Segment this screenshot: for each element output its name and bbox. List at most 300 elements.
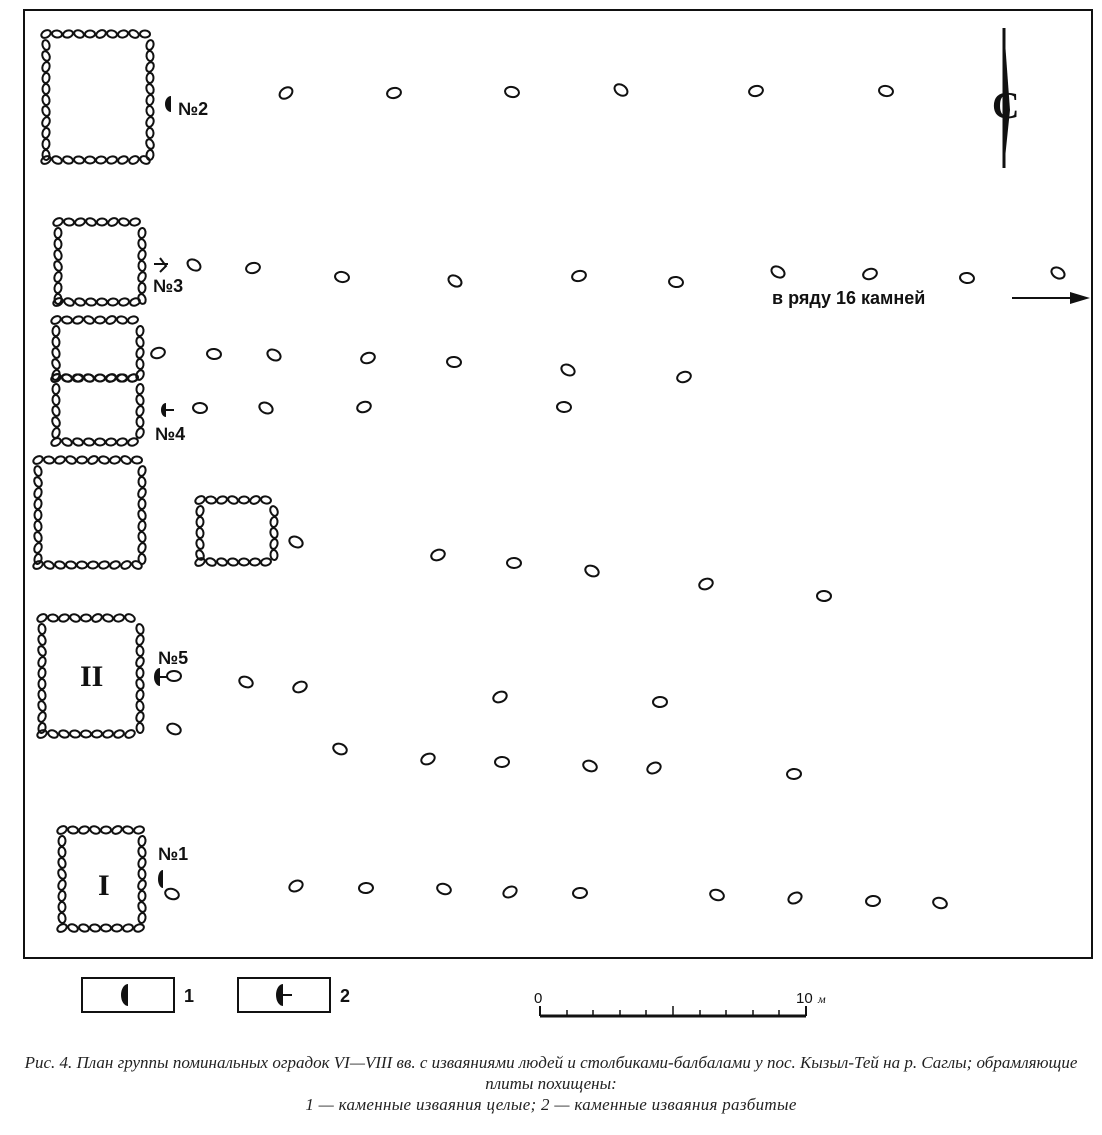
enclosure-stone	[62, 374, 73, 382]
enclosure-stone	[196, 505, 205, 516]
enclosure-stone	[137, 271, 147, 283]
balbal-stone	[287, 878, 304, 893]
enclosure-stone	[145, 83, 155, 95]
balbal-stone	[334, 271, 349, 283]
enclosure-stone	[102, 614, 113, 623]
enclosure-stone	[54, 455, 66, 464]
enclosure-stone	[145, 39, 154, 50]
enclosure-stone	[145, 138, 155, 150]
balbal-stone	[932, 896, 948, 910]
balbal-stone	[676, 370, 692, 384]
enclosure-stone	[196, 517, 204, 527]
enclosure-stone	[124, 729, 136, 740]
balbal-stone	[1049, 265, 1066, 281]
statue-4-broken	[161, 403, 166, 417]
enclosure-stone	[205, 557, 217, 567]
enclosure-stone	[97, 298, 107, 305]
enclosure-stone	[136, 668, 143, 678]
balbal-stone	[420, 752, 437, 767]
enclosure-stone	[95, 316, 105, 323]
enclosure-stone	[136, 384, 144, 395]
balbal-stone	[507, 558, 521, 568]
enclosure-stone	[127, 437, 139, 447]
enclosure-stone	[38, 689, 47, 700]
balbal-stone	[769, 264, 786, 280]
balbal-stone	[207, 348, 222, 359]
enclosure-stone	[135, 405, 144, 416]
enclosure-stone	[227, 495, 239, 505]
enclosure-stone	[112, 924, 123, 932]
balbal-stone	[646, 760, 663, 775]
enclosure-stone	[37, 700, 47, 712]
enclosure-stone	[74, 156, 85, 164]
figure-legend-text: 1 — каменные изваяния целые; 2 — каменные изваяния разбитые	[305, 1095, 797, 1114]
balbal-stone	[167, 671, 181, 681]
enclosure-stone	[42, 73, 50, 84]
enclosure-stone	[52, 395, 60, 406]
enclosure-stone	[43, 560, 55, 570]
enclosure-stone	[50, 314, 62, 325]
enclosure-stone	[138, 520, 147, 531]
enclosure-stone	[216, 495, 228, 504]
balbal-stone	[185, 257, 202, 273]
enclosure-stone	[53, 260, 63, 272]
enclosure-stone	[107, 217, 119, 228]
legend-broken-statue-icon	[276, 984, 283, 1006]
enclosure-stone	[137, 857, 146, 868]
enclosure-stone	[136, 417, 144, 428]
enclosure-stone	[137, 487, 147, 499]
balbal-stone	[787, 769, 802, 780]
enclosure-stone	[120, 560, 132, 571]
enclosure-stone	[37, 634, 46, 645]
enclosure-stone	[128, 155, 140, 166]
enclosure-stone	[249, 495, 261, 506]
enclosure-stone	[117, 155, 129, 165]
enclosure-stone	[62, 316, 73, 324]
enclosure-stone	[89, 825, 101, 835]
statue-5-broken	[154, 668, 160, 686]
enclosure-stone	[132, 456, 142, 464]
enclosure-stone	[101, 924, 111, 931]
enclosure-stone	[135, 711, 145, 723]
statue-2-whole	[165, 96, 171, 112]
enclosure-stone	[33, 542, 43, 554]
balbal-stone	[332, 742, 349, 757]
enclosure-stone	[228, 558, 239, 566]
enclosure-stone	[127, 316, 138, 325]
enclosure-stone	[65, 455, 77, 465]
enclosure-stone	[120, 455, 132, 466]
enclosure-stone	[33, 487, 43, 499]
enclosure-stone	[38, 624, 46, 635]
enclosure-stone	[64, 218, 75, 226]
balbal-stone	[584, 564, 601, 579]
enclosure-stone	[135, 623, 144, 634]
enclosure-stone	[135, 656, 145, 668]
enclosure-stone	[83, 315, 95, 325]
enclosure-stone	[118, 218, 129, 227]
north-label: С	[992, 85, 1020, 127]
enclosure-stone	[138, 836, 146, 847]
balbal-stone	[573, 887, 588, 898]
enclosure-stone	[77, 561, 87, 568]
enclosure-stone	[122, 826, 133, 835]
balbal-stone	[436, 882, 452, 896]
enclosure-stone	[54, 228, 62, 238]
enclosure-stone	[41, 105, 51, 117]
legend	[82, 978, 350, 1012]
enclosure-stone	[33, 465, 42, 476]
enclosure-stone	[42, 150, 50, 161]
enclosure-stone	[196, 528, 204, 539]
enclosure-stone	[37, 711, 47, 723]
balbal-stone	[817, 591, 831, 601]
enclosure-stone	[138, 228, 146, 239]
scale-zero: 0	[534, 990, 543, 1007]
statue-1-whole	[158, 870, 163, 888]
enclosure-stone	[38, 679, 45, 689]
enclosure-stone	[69, 613, 81, 623]
enclosure-stone	[85, 156, 95, 163]
balbal-stone	[709, 888, 725, 902]
enclosures	[32, 28, 279, 933]
enclosure-stone	[105, 315, 117, 326]
statue-3-broken	[154, 258, 168, 272]
enclosure-stone	[239, 558, 249, 565]
enclosure-stone	[62, 29, 74, 38]
enclosure-stone	[122, 924, 133, 933]
balbal-stone	[193, 403, 208, 414]
enclosure-stone	[33, 531, 43, 543]
enclosure-stone	[37, 722, 46, 733]
plan-frame	[24, 10, 1092, 958]
enclosure-stone	[42, 139, 50, 149]
enclosure-stone	[136, 700, 145, 711]
enclosure-stone	[129, 218, 140, 227]
enclosure-stone	[88, 561, 99, 569]
enclosure-stone	[53, 249, 62, 260]
balbal-stone	[356, 400, 373, 414]
enclosure-stone	[146, 51, 154, 62]
balbal-stone	[866, 895, 881, 906]
enclosure-stone	[51, 427, 61, 439]
enclosure-stone	[84, 438, 95, 446]
enclosure-stone	[81, 614, 91, 621]
enclosure-stone	[270, 550, 278, 561]
enclosure-stone	[74, 297, 86, 306]
enclosure-stone	[41, 116, 51, 128]
enclosure-stone	[135, 347, 144, 358]
balbal-stone	[386, 87, 402, 100]
legend-label-1: 1	[184, 986, 195, 1006]
enclosure-stone	[58, 902, 65, 912]
enclosure-stone	[57, 879, 67, 891]
enclosure-stone	[138, 499, 145, 509]
enclosure-stone	[137, 238, 146, 249]
enclosure-stone	[81, 730, 91, 737]
enclosure-stone	[90, 924, 101, 932]
enclosure-stone	[48, 614, 59, 622]
enclosure-stone	[70, 730, 81, 738]
enclosure-stone	[138, 531, 147, 542]
enclosure-stone	[98, 456, 109, 465]
enclosure-stone	[194, 494, 206, 505]
enclosure-stone	[131, 560, 143, 571]
enclosure-stone	[138, 477, 146, 488]
balbal-stone	[447, 356, 462, 367]
balbal-stone	[653, 697, 667, 707]
enclosure-stone	[52, 30, 63, 38]
enclosure-stone	[137, 846, 146, 857]
balbal-stone	[698, 577, 715, 592]
label-no5: №5	[158, 648, 189, 668]
enclosure-stone	[136, 646, 144, 657]
balbal-stone	[559, 362, 576, 377]
enclosure-stone	[33, 476, 43, 488]
enclosure-stone	[135, 336, 144, 347]
enclosure-stone	[98, 561, 109, 570]
enclosure-stone	[72, 315, 84, 324]
enclosure-stone	[146, 128, 154, 138]
enclosure-stone	[58, 912, 67, 923]
enclosure-stone	[41, 39, 50, 50]
enclosure-stone	[95, 29, 107, 40]
enclosure-stone	[137, 509, 147, 521]
enclosure-stone	[269, 538, 278, 549]
enclosure-stone	[42, 94, 51, 105]
enclosure-1-label: I	[98, 869, 110, 902]
enclosure-stone	[87, 455, 99, 466]
enclosure-stone	[137, 249, 146, 260]
enclosure-stone	[269, 505, 279, 517]
enclosure-stone	[216, 557, 228, 566]
enclosure-stone	[145, 116, 155, 128]
enclosure-stone	[138, 912, 147, 923]
enclosure-stone	[58, 836, 66, 846]
balbal-stone	[166, 722, 183, 737]
balbal-stone	[748, 85, 764, 98]
enclosure-stone	[54, 283, 62, 294]
enclosure-stone	[58, 847, 66, 858]
enclosure-stone	[33, 553, 42, 564]
balbal-stone	[430, 548, 447, 562]
enclosure-stone	[44, 456, 55, 464]
enclosure-stone	[206, 496, 217, 504]
figure-caption: Рис. 4. План группы поминальных оградок VI—VIII вв. с изваяниями людей и столбиками-балбалами у пос. Кызыл-Тей на р. Саглы; обрамляющие плиты похищены:	[24, 1053, 1078, 1093]
enclosure-stone	[52, 216, 64, 227]
enclosure-stone	[136, 689, 145, 700]
enclosure-stone	[57, 857, 66, 868]
label-no2: №2	[178, 99, 209, 119]
balbal-stone	[277, 85, 294, 101]
enclosure-stone	[250, 558, 261, 566]
enclosure-stone	[41, 127, 50, 138]
balbal-stone	[612, 82, 629, 98]
enclosure-stone	[113, 614, 124, 623]
north-arrow	[992, 28, 1019, 168]
enclosure-stone	[108, 298, 119, 306]
enclosure-stone	[47, 729, 59, 739]
enclosure-stone	[52, 384, 60, 394]
enclosure-stone	[136, 723, 144, 733]
enclosure-stone	[128, 29, 140, 40]
balbal-stone	[288, 534, 305, 549]
enclosure-stone	[34, 499, 42, 510]
balbal-stone	[504, 86, 520, 98]
enclosure-stone	[137, 879, 147, 891]
enclosure-stone	[86, 298, 97, 306]
enclosure-stone	[78, 923, 90, 932]
label-no4: №4	[155, 424, 186, 444]
balbal-stone	[245, 261, 261, 274]
enclosure-stone	[106, 156, 117, 165]
enclosure-stone	[34, 510, 41, 520]
enclosure-stone	[51, 155, 63, 165]
enclosure-stone	[138, 261, 146, 272]
row-note: в ряду 16 камней	[772, 288, 926, 308]
enclosure-stone	[113, 729, 125, 739]
enclosure-stone	[51, 416, 61, 428]
enclosure-stone	[58, 613, 70, 622]
balbal-stone	[150, 346, 166, 360]
balbal-stone	[257, 400, 274, 415]
enclosure-stone	[42, 84, 49, 94]
enclosure-stone	[95, 374, 105, 381]
enclosure-stone	[51, 358, 61, 370]
enclosure-stone	[118, 298, 129, 307]
balbal-stone	[164, 887, 181, 901]
enclosure-stone	[138, 891, 145, 901]
enclosure-stone	[58, 729, 70, 738]
enclosure-stone	[138, 283, 145, 293]
row-arrow	[1012, 292, 1090, 304]
balbal-stone	[557, 402, 572, 413]
enclosure-stone	[101, 826, 111, 833]
enclosure-stone	[51, 347, 60, 358]
legend-label-2: 2	[340, 986, 351, 1006]
balbal-stone	[359, 883, 374, 894]
enclosure-stone	[136, 359, 144, 370]
enclosure-stone	[124, 613, 136, 624]
enclosure-stone	[56, 922, 68, 933]
balbal-stone	[878, 85, 894, 97]
enclosure-stone	[34, 520, 43, 531]
balbal-stone	[668, 276, 683, 288]
enclosure-stone	[41, 50, 51, 62]
enclosure-stone	[138, 869, 146, 880]
enclosure-stone	[51, 405, 60, 416]
enclosure-stone	[146, 105, 155, 116]
enclosure-stone	[77, 456, 87, 463]
enclosure-stone	[78, 825, 90, 834]
enclosure-stone	[37, 656, 47, 668]
enclosure-stone	[137, 542, 147, 554]
enclosure-stone	[85, 30, 95, 37]
label-no3: №3	[153, 276, 184, 296]
enclosure-stone	[146, 94, 155, 105]
enclosure-stone	[56, 824, 68, 835]
enclosure-stone	[68, 826, 79, 834]
enclosure-stone	[111, 825, 123, 836]
enclosure-stone	[270, 517, 278, 528]
enclosure-stone	[137, 465, 146, 476]
legend-whole-statue-icon	[121, 984, 128, 1006]
enclosure-2-label: II	[80, 660, 104, 693]
enclosure-stone	[269, 527, 278, 538]
enclosure-stone	[135, 427, 145, 439]
enclosure-stone	[58, 891, 66, 902]
scale-bar	[534, 990, 826, 1016]
enclosure-stone	[133, 826, 144, 835]
enclosure-stone	[96, 156, 107, 164]
enclosure-stone	[106, 30, 117, 39]
enclosure-stone	[83, 373, 95, 383]
enclosure-stone	[137, 901, 147, 913]
statues	[154, 96, 174, 888]
balbal-stone	[292, 680, 309, 695]
label-no1: №1	[158, 844, 189, 864]
enclosure-stone	[37, 645, 47, 657]
balbal-stone	[786, 890, 803, 906]
enclosure-stone	[146, 73, 153, 83]
enclosure-stone	[63, 297, 75, 307]
enclosure-stone	[95, 438, 105, 445]
enclosure-stone	[72, 437, 84, 446]
balbal-stone	[495, 757, 509, 767]
enclosure-stone	[106, 438, 117, 446]
enclosure-stone	[32, 454, 44, 465]
balbal-stones	[150, 82, 1067, 910]
enclosure-stone	[145, 61, 155, 73]
balbal-stone	[571, 269, 587, 282]
balbal-stone	[501, 884, 518, 899]
balbal-stone	[492, 690, 509, 705]
enclosure-stone	[135, 634, 144, 645]
balbal-stone	[582, 759, 599, 773]
enclosure-stone	[136, 326, 144, 337]
enclosure-stone	[92, 730, 103, 738]
enclosure-stone	[85, 217, 97, 227]
enclosure-stone	[260, 496, 271, 505]
scale-ten: 10	[796, 990, 813, 1007]
enclosure-stone	[105, 373, 117, 384]
balbal-stone	[959, 272, 974, 284]
enclosure-stone	[117, 30, 128, 39]
enclosure-stone	[116, 316, 127, 325]
enclosure-stone	[73, 29, 85, 39]
balbal-stone	[265, 347, 282, 363]
enclosure-stone	[54, 239, 62, 250]
enclosure-stone	[53, 271, 63, 283]
enclosure-stone	[74, 217, 86, 226]
enclosure-stone	[135, 678, 145, 690]
enclosure-stone	[140, 30, 150, 38]
enclosure-stone	[109, 456, 120, 465]
balbal-stone	[238, 675, 255, 690]
enclosure-stone	[66, 561, 77, 569]
balbal-stone	[360, 351, 376, 365]
enclosure-stone	[67, 923, 79, 933]
enclosure-stone	[133, 923, 145, 933]
enclosure-stone	[91, 613, 103, 624]
enclosure-stone	[52, 326, 60, 336]
balbal-stone	[862, 267, 878, 280]
enclosure-stone	[102, 730, 113, 739]
enclosure-stone	[195, 538, 204, 549]
enclosure-stone	[260, 558, 271, 567]
enclosure-stone	[239, 496, 249, 503]
